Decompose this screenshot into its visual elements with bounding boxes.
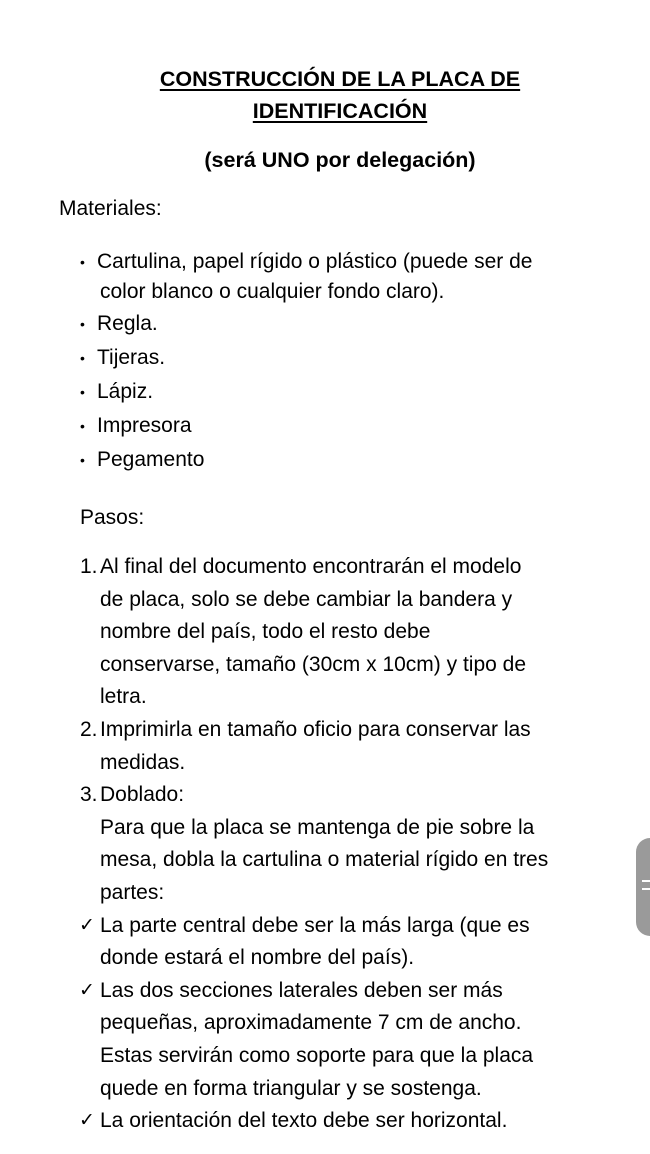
bullet-icon: • — [80, 452, 85, 468]
document-subtitle: (será UNO por delegación) — [204, 148, 476, 172]
step-text: Doblado: — [100, 783, 185, 807]
material-text: Regla. — [97, 312, 158, 335]
checkmark-icon: ✓ — [79, 1110, 95, 1132]
step-text: Imprimirla en tamaño oficio para conservar las — [100, 717, 531, 741]
step-line — [80, 1105, 625, 1138]
checkmark-icon: ✓ — [79, 979, 95, 1001]
step-text: La orientación del texto debe ser horizontal. — [100, 1109, 508, 1133]
step-line — [80, 844, 625, 877]
step-line — [80, 910, 625, 943]
title-line-1: CONSTRUCCIÓN DE LA PLACA DE — [159, 67, 521, 91]
list-item — [80, 443, 620, 477]
list-item — [80, 375, 620, 409]
step-line — [80, 812, 625, 845]
step-text: Estas servirán como soporte para que la placa — [100, 1043, 534, 1067]
title-line-2: IDENTIFICACIÓN — [252, 99, 428, 123]
step-line — [80, 1040, 625, 1073]
scroll-handle[interactable] — [636, 838, 650, 936]
step-text: Las dos secciones laterales deben ser más — [100, 978, 503, 1002]
material-text: Lápiz. — [97, 380, 154, 403]
step-line — [80, 779, 625, 812]
bullet-icon: • — [80, 254, 85, 270]
step-line — [80, 877, 625, 910]
step-line — [80, 1073, 625, 1106]
checkmark-icon: ✓ — [79, 914, 95, 936]
materials-heading: Materiales: — [59, 197, 162, 220]
step-line — [80, 584, 625, 617]
step-text: letra. — [100, 685, 147, 709]
step-line — [80, 616, 625, 649]
bullet-icon: • — [80, 384, 85, 400]
step-line — [80, 551, 625, 584]
step-text: medidas. — [100, 750, 186, 774]
step-line — [80, 975, 625, 1008]
materials-list — [80, 245, 620, 477]
bullet-icon: • — [80, 316, 85, 332]
step-text: mesa, dobla la cartulina o material rígido en tres — [100, 848, 549, 872]
step-line — [80, 747, 625, 780]
step-text: Para que la placa se mantenga de pie sobre la — [100, 815, 535, 839]
material-text: Impresora — [97, 414, 192, 437]
step-text: Al final del documento encontrarán el modelo — [100, 555, 522, 578]
material-text-continuation: color blanco o cualquier fondo claro). — [100, 280, 445, 303]
bullet-icon: • — [80, 418, 85, 434]
step-line — [80, 681, 625, 714]
document-title — [0, 63, 650, 127]
material-text: Tijeras. — [97, 346, 166, 369]
steps-heading: Pasos: — [80, 506, 145, 529]
steps-list — [80, 551, 625, 1138]
step-text: pequeñas, aproximadamente 7 cm de ancho. — [100, 1011, 522, 1035]
step-text: donde estará el nombre del país). — [100, 946, 415, 970]
step-text: La parte central debe ser la más larga (que es — [100, 913, 530, 937]
list-item — [80, 409, 620, 443]
step-text: quede en forma triangular y se sostenga. — [100, 1076, 482, 1100]
list-item — [80, 307, 620, 341]
step-text: nombre del país, todo el resto debe — [100, 620, 431, 644]
step-text: partes: — [100, 880, 165, 904]
material-text: Cartulina, papel rígido o plástico (puede ser de — [97, 250, 533, 273]
step-line — [80, 649, 625, 682]
step-number: 1. — [80, 555, 98, 578]
step-number: 3. — [80, 783, 98, 807]
step-text: conservarse, tamaño (30cm x 10cm) y tipo de — [100, 652, 527, 676]
step-line — [80, 1007, 625, 1040]
bullet-icon: • — [80, 350, 85, 366]
list-item — [80, 341, 620, 375]
step-text: de placa, solo se debe cambiar la bandera y — [100, 587, 513, 611]
step-number: 2. — [80, 717, 98, 741]
material-text: Pegamento — [97, 448, 205, 471]
step-line — [80, 714, 625, 747]
step-line — [80, 942, 625, 975]
list-item — [80, 245, 620, 307]
